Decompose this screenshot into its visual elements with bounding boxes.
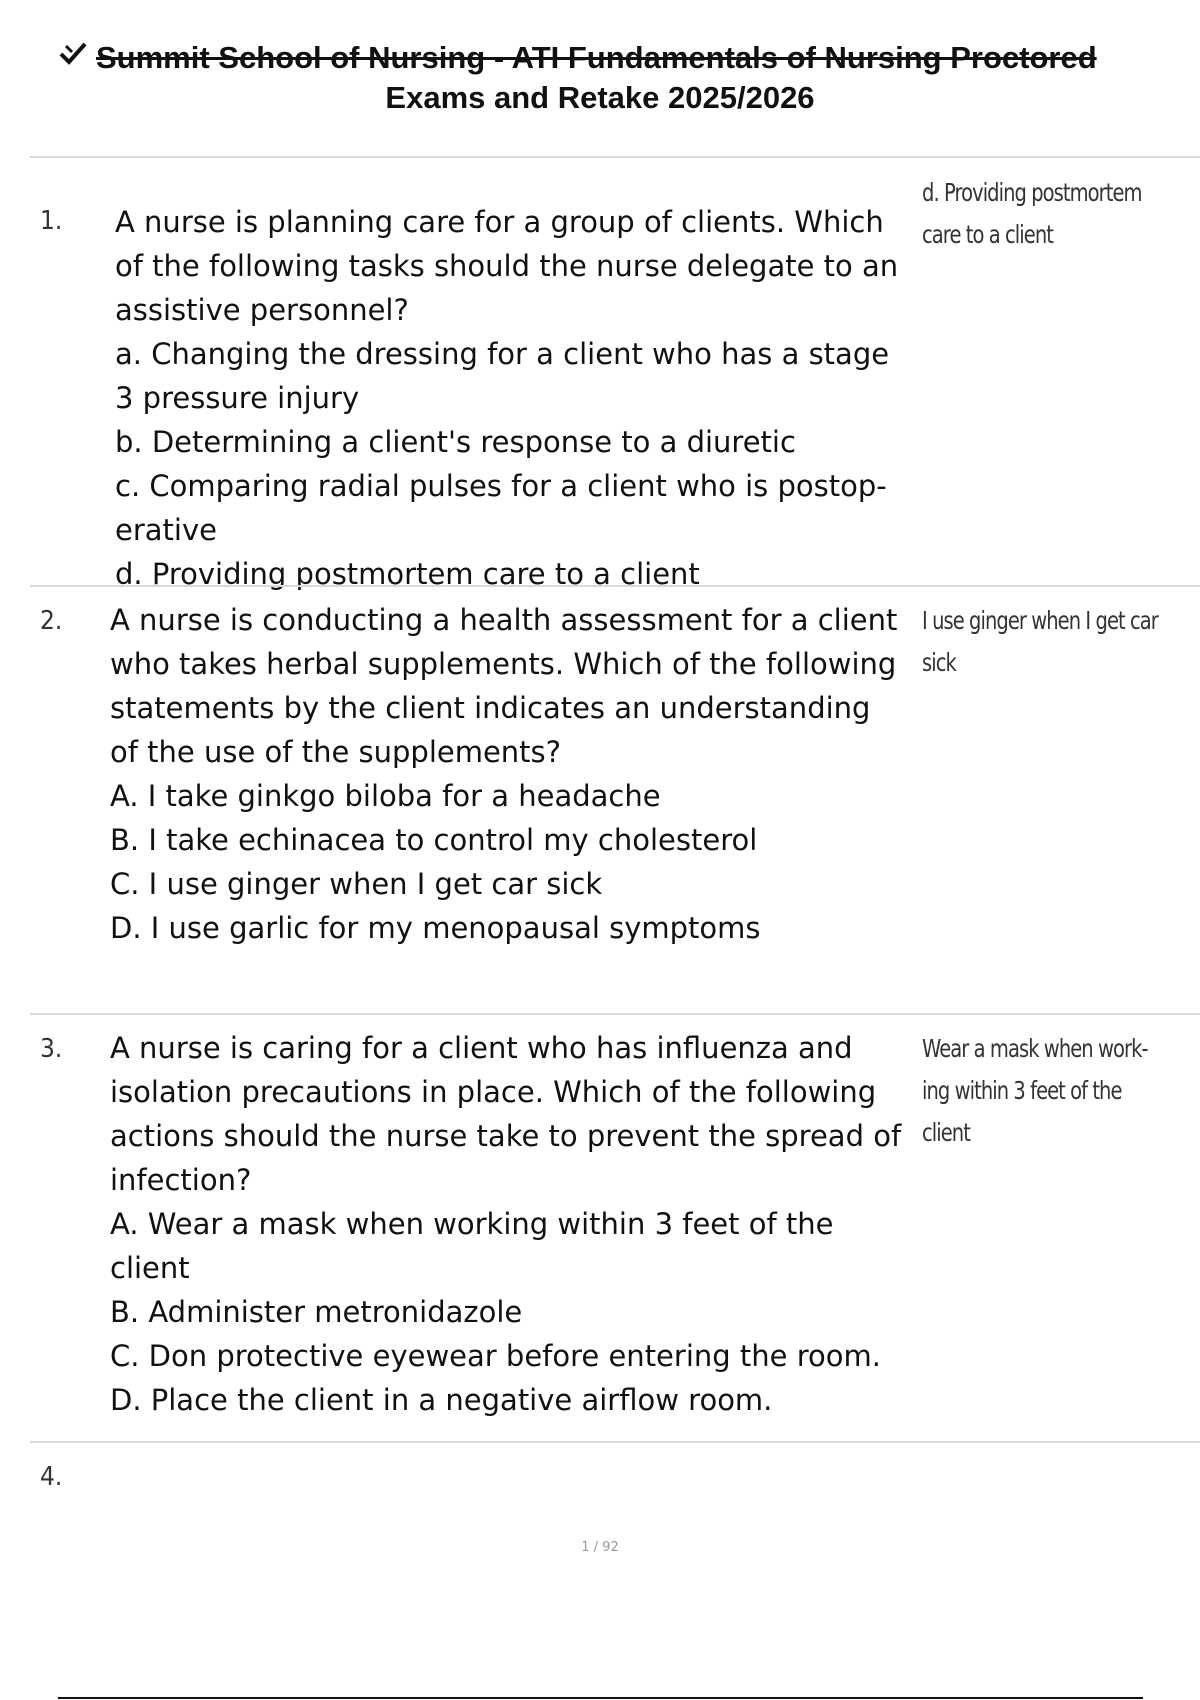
answer-option[interactable]: B. Administer metronidazole [110, 1295, 523, 1329]
header-title-line1 [58, 36, 1200, 80]
divider [30, 1013, 1200, 1015]
divider [30, 1441, 1200, 1443]
bottom-divider [58, 1697, 1143, 1699]
check-circle-icon [58, 36, 88, 80]
answer-option[interactable]: B. I take echinacea to control my cholesterol [110, 823, 758, 857]
answer-line: Wear a mask when work- [922, 1034, 1148, 1063]
answer-option[interactable]: 3 pressure injury [115, 381, 360, 415]
answer-line: d. Providing postmortem [922, 178, 1142, 207]
question-stem-line: A nurse is conducting a health assessment for a client [110, 603, 898, 637]
header-title-line2: Exams and Retake 2025/2026 [385, 80, 815, 115]
answer-line: sick [922, 648, 956, 677]
question-3-number: 3. [40, 1034, 63, 1064]
question-stem-line: of the use of the supplements? [110, 735, 562, 769]
answer-option[interactable]: d. Providing postmortem care to a client [115, 557, 700, 591]
question-stem-line: A nurse is caring for a client who has influenza and [110, 1031, 853, 1065]
answer-line: ing within 3 feet of the [922, 1076, 1122, 1105]
answer-option[interactable]: c. Comparing radial pulses for a client who is postop- [115, 469, 887, 503]
answer-option[interactable]: A. Wear a mask when working within 3 feet of the [110, 1207, 834, 1241]
answer-option[interactable]: erative [115, 513, 217, 547]
answer-option[interactable]: client [110, 1251, 190, 1285]
question-stem-line: of the following tasks should the nurse delegate to an [115, 249, 899, 283]
question-4-number: 4. [40, 1462, 63, 1492]
answer-line: client [922, 1118, 970, 1147]
divider [30, 156, 1200, 158]
answer-line: I use ginger when I get car [922, 606, 1158, 635]
question-stem-line: assistive personnel? [115, 293, 409, 327]
question-1-number: 1. [40, 206, 63, 236]
question-1-body [115, 200, 898, 596]
question-stem-line: statements by the client indicates an understanding [110, 691, 871, 725]
header-line1-text: Summit School of Nursing - ATI Fundamentals of Nursing Proctored [96, 40, 1097, 75]
question-stem-line: isolation precautions in place. Which of the following [110, 1075, 877, 1109]
question-2-body [110, 598, 897, 950]
answer-option[interactable]: D. I use garlic for my menopausal symptoms [110, 911, 761, 945]
question-stem-line: A nurse is planning care for a group of clients. Which [115, 205, 884, 239]
page-number: 1 / 92 [581, 1540, 619, 1555]
question-stem-line: who takes herbal supplements. Which of the following [110, 647, 897, 681]
question-2-answer [922, 600, 1158, 684]
answer-option[interactable]: C. Don protective eyewear before entering the room. [110, 1339, 881, 1373]
answer-option[interactable]: a. Changing the dressing for a client who has a stage [115, 337, 890, 371]
question-1-answer [922, 172, 1142, 256]
question-2-number: 2. [40, 606, 63, 636]
answer-option[interactable]: A. I take ginkgo biloba for a headache [110, 779, 661, 813]
answer-option[interactable]: D. Place the client in a negative airflow room. [110, 1383, 773, 1417]
answer-option[interactable]: b. Determining a client's response to a diuretic [115, 425, 796, 459]
question-stem-line: infection? [110, 1163, 252, 1197]
divider [30, 585, 1200, 587]
answer-line: care to a client [922, 220, 1053, 249]
question-3-body [110, 1026, 901, 1422]
question-3-answer [922, 1028, 1148, 1154]
answer-option[interactable]: C. I use ginger when I get car sick [110, 867, 603, 901]
question-stem-line: actions should the nurse take to prevent the spread of [110, 1119, 902, 1153]
